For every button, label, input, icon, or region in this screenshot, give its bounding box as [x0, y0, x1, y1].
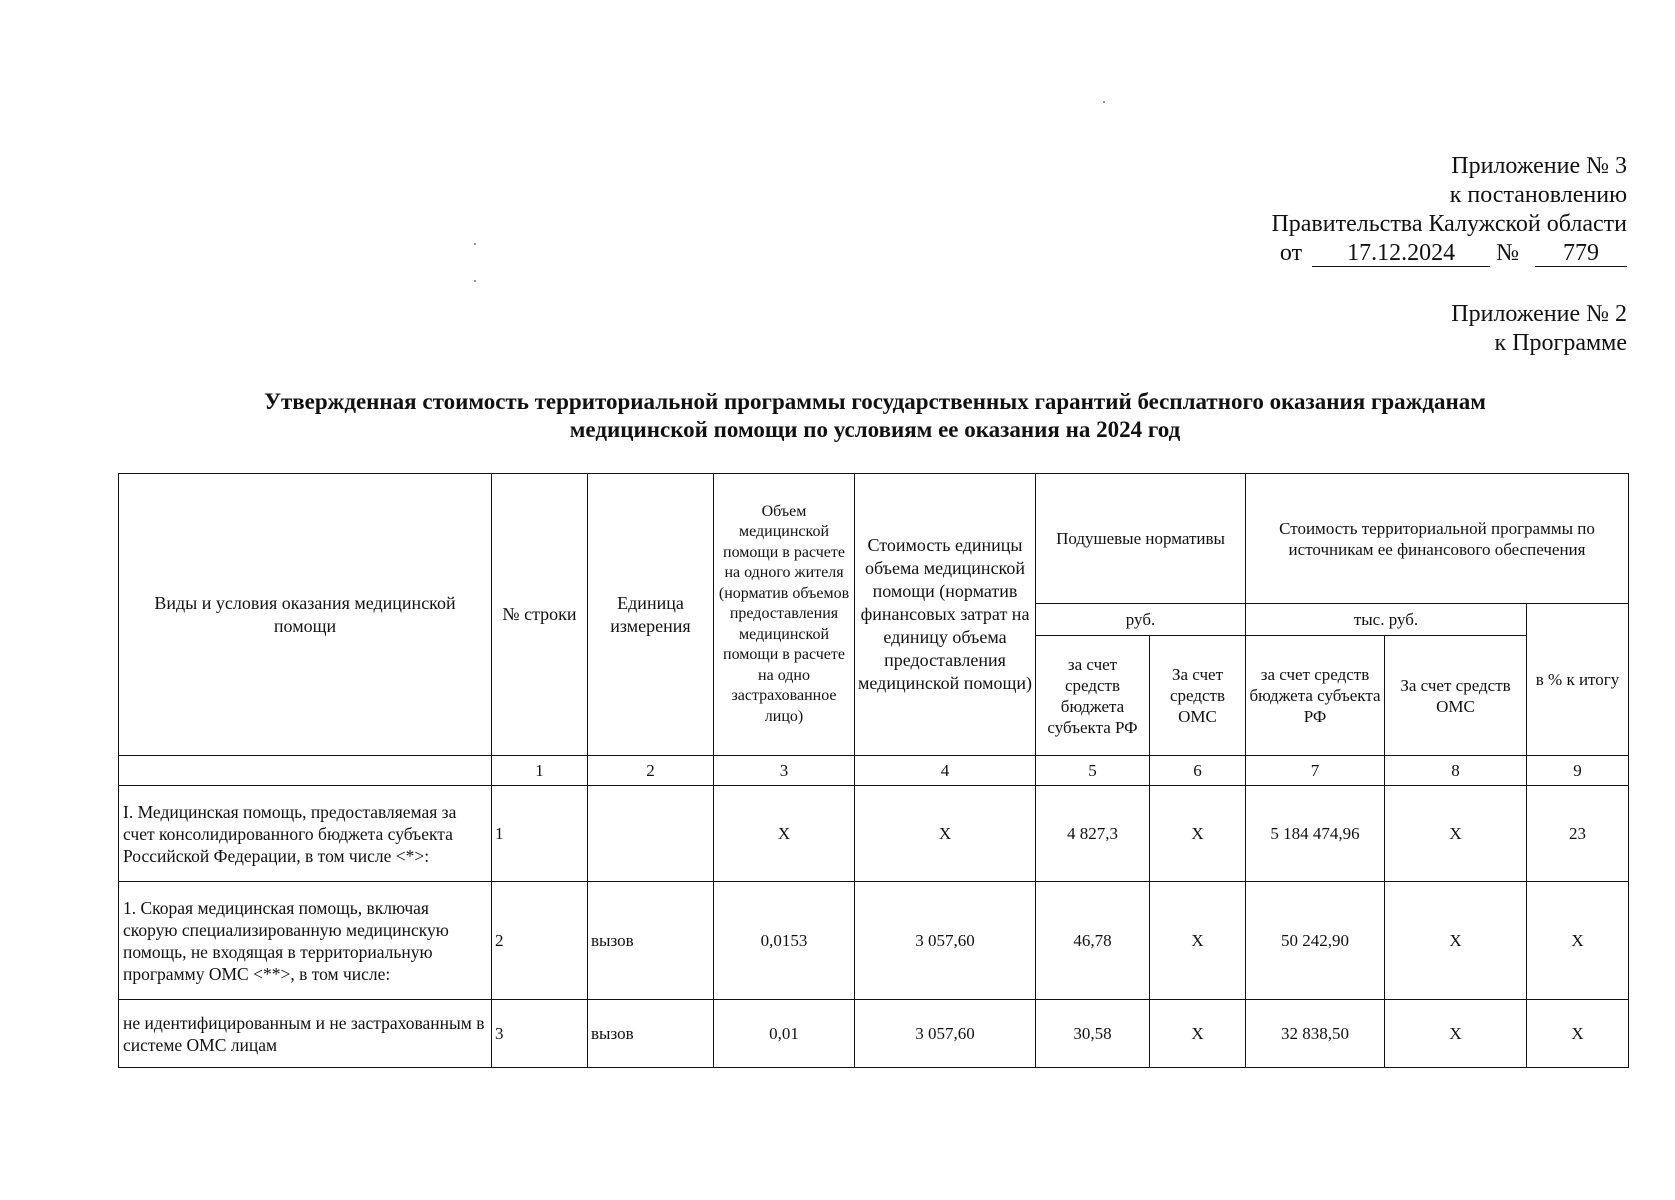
header-budget-rf: за счет средств бюджета субъекта РФ	[1036, 636, 1150, 756]
row-unit: вызов	[588, 882, 714, 1000]
index-cell: 4	[855, 756, 1036, 786]
index-cell: 1	[492, 756, 588, 786]
row-oms-thousand: X	[1385, 786, 1527, 882]
index-cell: 8	[1385, 756, 1527, 786]
index-cell-empty	[119, 756, 492, 786]
title-line-1: Утвержденная стоимость территориальной программы государственных гарантий бесплатного оказания гражданам	[264, 389, 1486, 414]
row-cost: X	[855, 786, 1036, 882]
header-oms-2: За счет средств ОМС	[1385, 636, 1527, 756]
header-rub: руб.	[1036, 604, 1246, 636]
row-budget-thousand: 50 242,90	[1246, 882, 1385, 1000]
decree-number: 779	[1535, 240, 1627, 267]
appendix-3-block	[1271, 152, 1627, 268]
row-volume: 0,01	[714, 1000, 855, 1068]
decree-date-number-line	[1280, 239, 1627, 268]
appendix-3-authority: Правительства Калужской области	[1271, 211, 1627, 237]
header-percent: в % к итогу	[1527, 604, 1629, 756]
header-volume: Объем медицинской помощи в расчете на одного жителя (норматив объемов предоставления медицинской помощи в расчете на одно застрахованное лицо)	[714, 474, 855, 756]
row-unit	[588, 786, 714, 882]
header-types: Виды и условия оказания медицинской помощи	[119, 474, 492, 756]
decree-date: 17.12.2024	[1312, 240, 1490, 267]
header-thousand-rub: тыс. руб.	[1246, 604, 1527, 636]
header-program-cost: Стоимость территориальной программы по источникам ее финансового обеспечения	[1246, 474, 1629, 604]
header-row-1	[119, 474, 1629, 604]
table-row	[119, 786, 1629, 882]
row-oms-thousand: X	[1385, 882, 1527, 1000]
row-percent: 23	[1527, 786, 1629, 882]
index-cell: 7	[1246, 756, 1385, 786]
cost-table	[118, 473, 1629, 1068]
scan-speck	[474, 243, 476, 245]
row-name: 1. Скорая медицинская помощь, включая скорую специализированную медицинскую помощь, не входящая в территориальную программу ОМС <**>, в том числе:	[119, 882, 492, 1000]
title-line-2: медицинской помощи по условиям ее оказания на 2024 год	[569, 417, 1181, 442]
row-number: 3	[492, 1000, 588, 1068]
row-oms-rub: X	[1150, 882, 1246, 1000]
scan-speck	[1103, 101, 1105, 103]
column-index-row	[119, 756, 1629, 786]
row-unit: вызов	[588, 1000, 714, 1068]
row-volume: 0,0153	[714, 882, 855, 1000]
table-row	[119, 1000, 1629, 1068]
index-cell: 6	[1150, 756, 1246, 786]
header-oms: За счет средств ОМС	[1150, 636, 1246, 756]
table-row	[119, 882, 1629, 1000]
header-per-capita: Подушевые нормативы	[1036, 474, 1246, 604]
row-budget-thousand: 32 838,50	[1246, 1000, 1385, 1068]
row-budget-rub: 30,58	[1036, 1000, 1150, 1068]
row-percent: X	[1527, 1000, 1629, 1068]
appendix-2-heading: Приложение № 2	[1451, 301, 1627, 327]
row-oms-thousand: X	[1385, 1000, 1527, 1068]
index-cell: 9	[1527, 756, 1629, 786]
appendix-2-block	[1451, 300, 1627, 358]
row-budget-rub: 4 827,3	[1036, 786, 1150, 882]
row-cost: 3 057,60	[855, 882, 1036, 1000]
row-oms-rub: X	[1150, 1000, 1246, 1068]
scan-speck	[474, 280, 476, 282]
index-cell: 3	[714, 756, 855, 786]
appendix-3-heading: Приложение № 3	[1451, 153, 1627, 179]
document-title	[120, 388, 1630, 444]
row-cost: 3 057,60	[855, 1000, 1036, 1068]
row-budget-thousand: 5 184 474,96	[1246, 786, 1385, 882]
row-oms-rub: X	[1150, 786, 1246, 882]
header-budget-rf-2: за счет средств бюджета субъекта РФ	[1246, 636, 1385, 756]
row-budget-rub: 46,78	[1036, 882, 1150, 1000]
index-cell: 5	[1036, 756, 1150, 786]
header-row-no: № строки	[492, 474, 588, 756]
row-percent: X	[1527, 882, 1629, 1000]
index-cell: 2	[588, 756, 714, 786]
row-name: не идентифицированным и не застрахованным в системе ОМС лицам	[119, 1000, 492, 1068]
row-name: I. Медицинская помощь, предоставляемая за счет консолидированного бюджета субъекта Российской Федерации, в том числе <*>:	[119, 786, 492, 882]
from-label: от	[1279, 240, 1303, 266]
row-number: 2	[492, 882, 588, 1000]
header-unit: Единица измерения	[588, 474, 714, 756]
number-label: №	[1496, 240, 1519, 266]
appendix-2-ref: к Программе	[1494, 330, 1627, 356]
row-number: 1	[492, 786, 588, 882]
header-cost: Стоимость единицы объема медицинской помощи (норматив финансовых затрат на единицу объема предоставления медицинской помощи)	[855, 474, 1036, 756]
row-volume: X	[714, 786, 855, 882]
appendix-3-ref: к постановлению	[1449, 182, 1627, 208]
